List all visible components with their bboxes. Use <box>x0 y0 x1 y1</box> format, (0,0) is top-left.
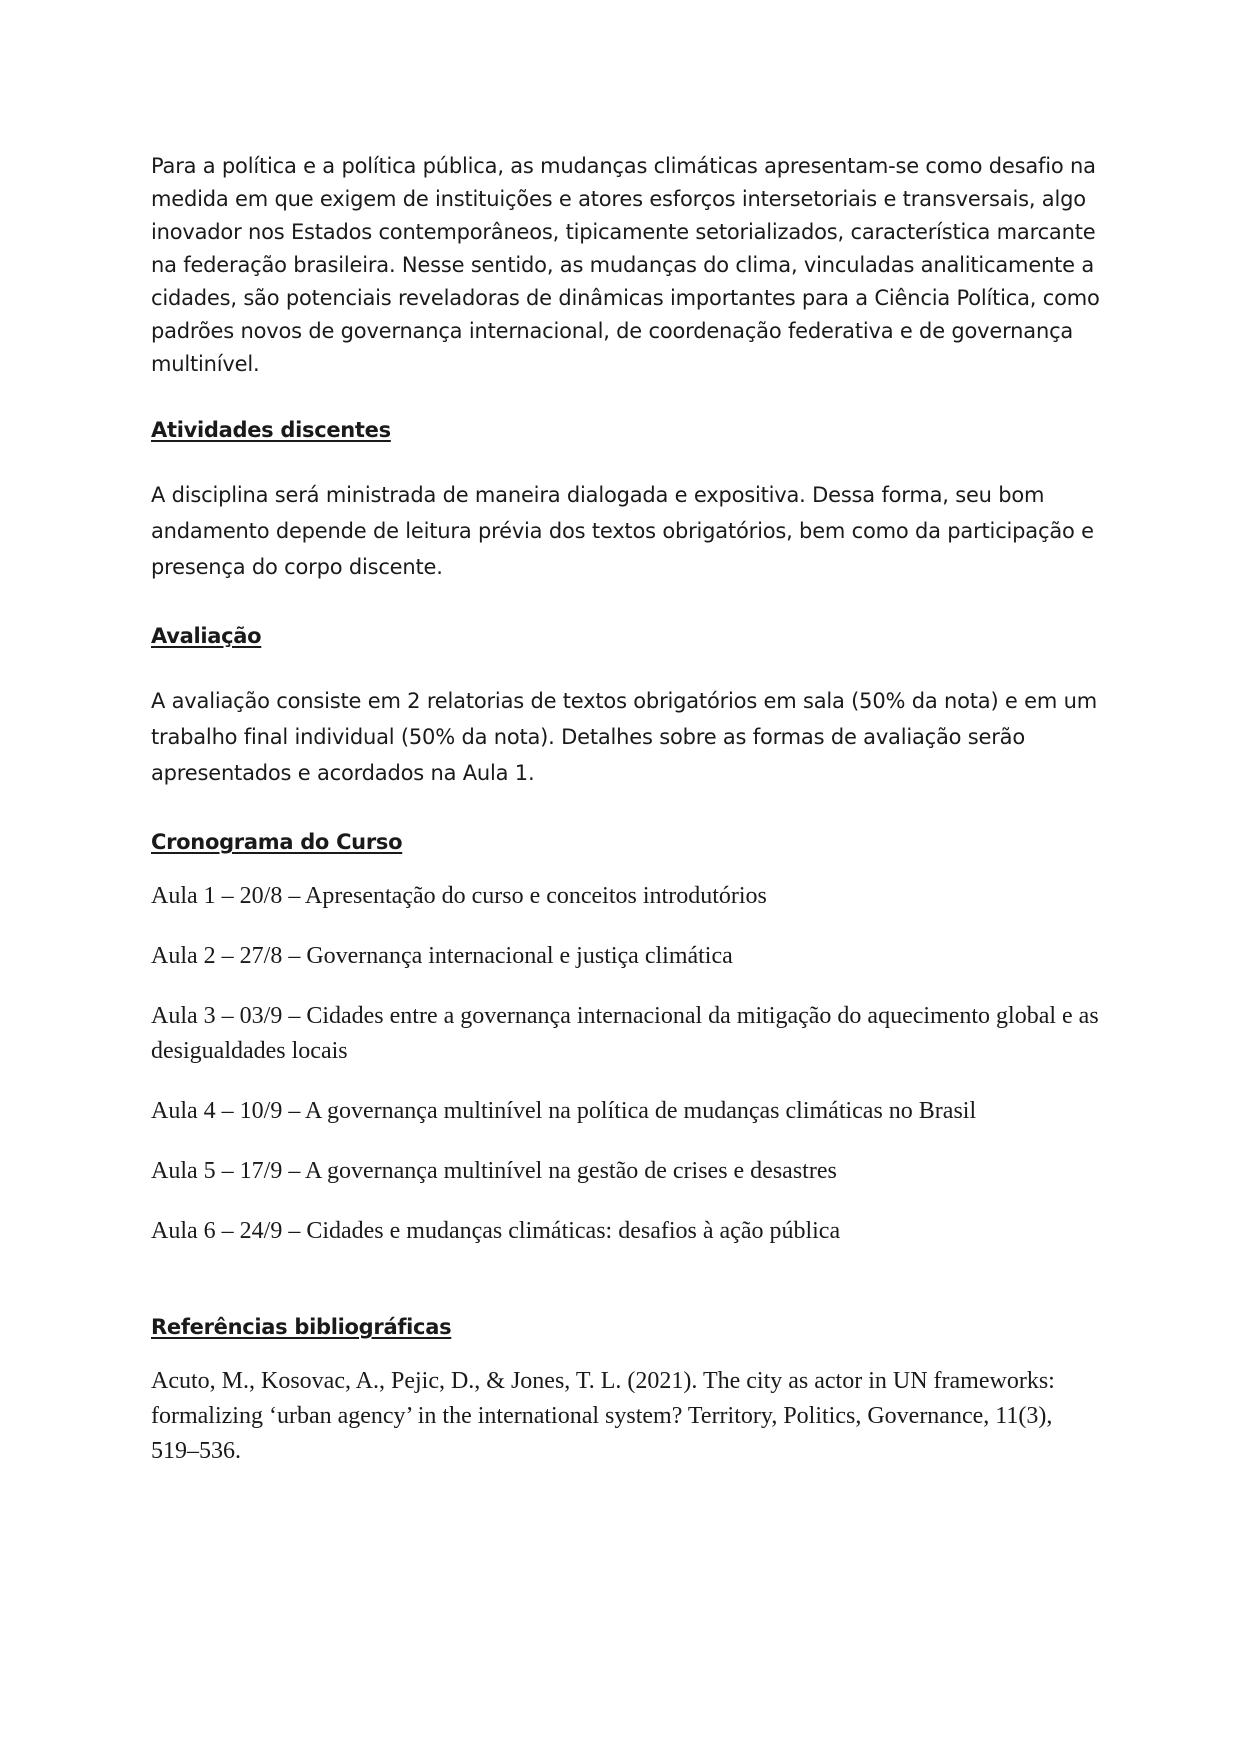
intro-paragraph: Para a política e a política pública, as mudanças climáticas apresentam-se como desafio na medida em que exigem de instituições e atores esforços intersetoriais e transversais, algo inovador nos Estados contemporâneos, tipicamente setorializados, característica marcante na federação brasileira. Nesse sentido, as mudanças do clima, vinculadas analiticamente a cidades, são potenciais reveladoras de dinâmicas importantes para a Ciência Política, como padrões novos de governança internacional, de coordenação federativa e de governança multinível. <box>151 154 1100 376</box>
schedule-item-aula-4: Aula 4 – 10/9 – A governança multinível na política de mudanças climáticas no Brasil <box>151 1098 977 1124</box>
reference-list <box>151 1364 1101 1469</box>
section-heading-atividades: Atividades discentes <box>151 418 391 442</box>
section-heading-avaliacao: Avaliação <box>151 624 262 648</box>
schedule-item-aula-1: Aula 1 – 20/8 – Apresentação do curso e conceitos introdutórios <box>151 883 767 909</box>
avaliacao-paragraph: A avaliação consiste em 2 relatorias de textos obrigatórios em sala (50% da nota) e em um trabalho final individual (50% da nota). Detalhes sobre as formas de avaliação serão apresentados e acordados na Aula 1. <box>151 689 1097 785</box>
section-heading-referencias: Referências bibliográficas <box>151 1315 452 1339</box>
schedule-item-aula-3: Aula 3 – 03/9 – Cidades entre a governança internacional da mitigação do aquecimento global e as desigualdades locais <box>151 1003 1099 1064</box>
section-heading-cronograma: Cronograma do Curso <box>151 830 403 854</box>
reference-item: Acuto, M., Kosovac, A., Pejic, D., & Jones, T. L. (2021). The city as actor in UN frameworks: formalizing ‘urban agency’ in the international system? Territory, Politics, Governance, 11(3), 519–536. <box>151 1368 1055 1464</box>
schedule-item-aula-5: Aula 5 – 17/9 – A governança multinível na gestão de crises e desastres <box>151 1158 837 1184</box>
schedule-item-aula-2: Aula 2 – 27/8 – Governança internacional e justiça climática <box>151 943 733 969</box>
document-page <box>151 150 1101 1469</box>
schedule-item-aula-6: Aula 6 – 24/9 – Cidades e mudanças climáticas: desafios à ação pública <box>151 1218 841 1244</box>
atividades-paragraph: A disciplina será ministrada de maneira dialogada e expositiva. Dessa forma, seu bom andamento depende de leitura prévia dos textos obrigatórios, bem como da participação e presença do corpo discente. <box>151 483 1094 579</box>
schedule-list <box>151 879 1101 1249</box>
